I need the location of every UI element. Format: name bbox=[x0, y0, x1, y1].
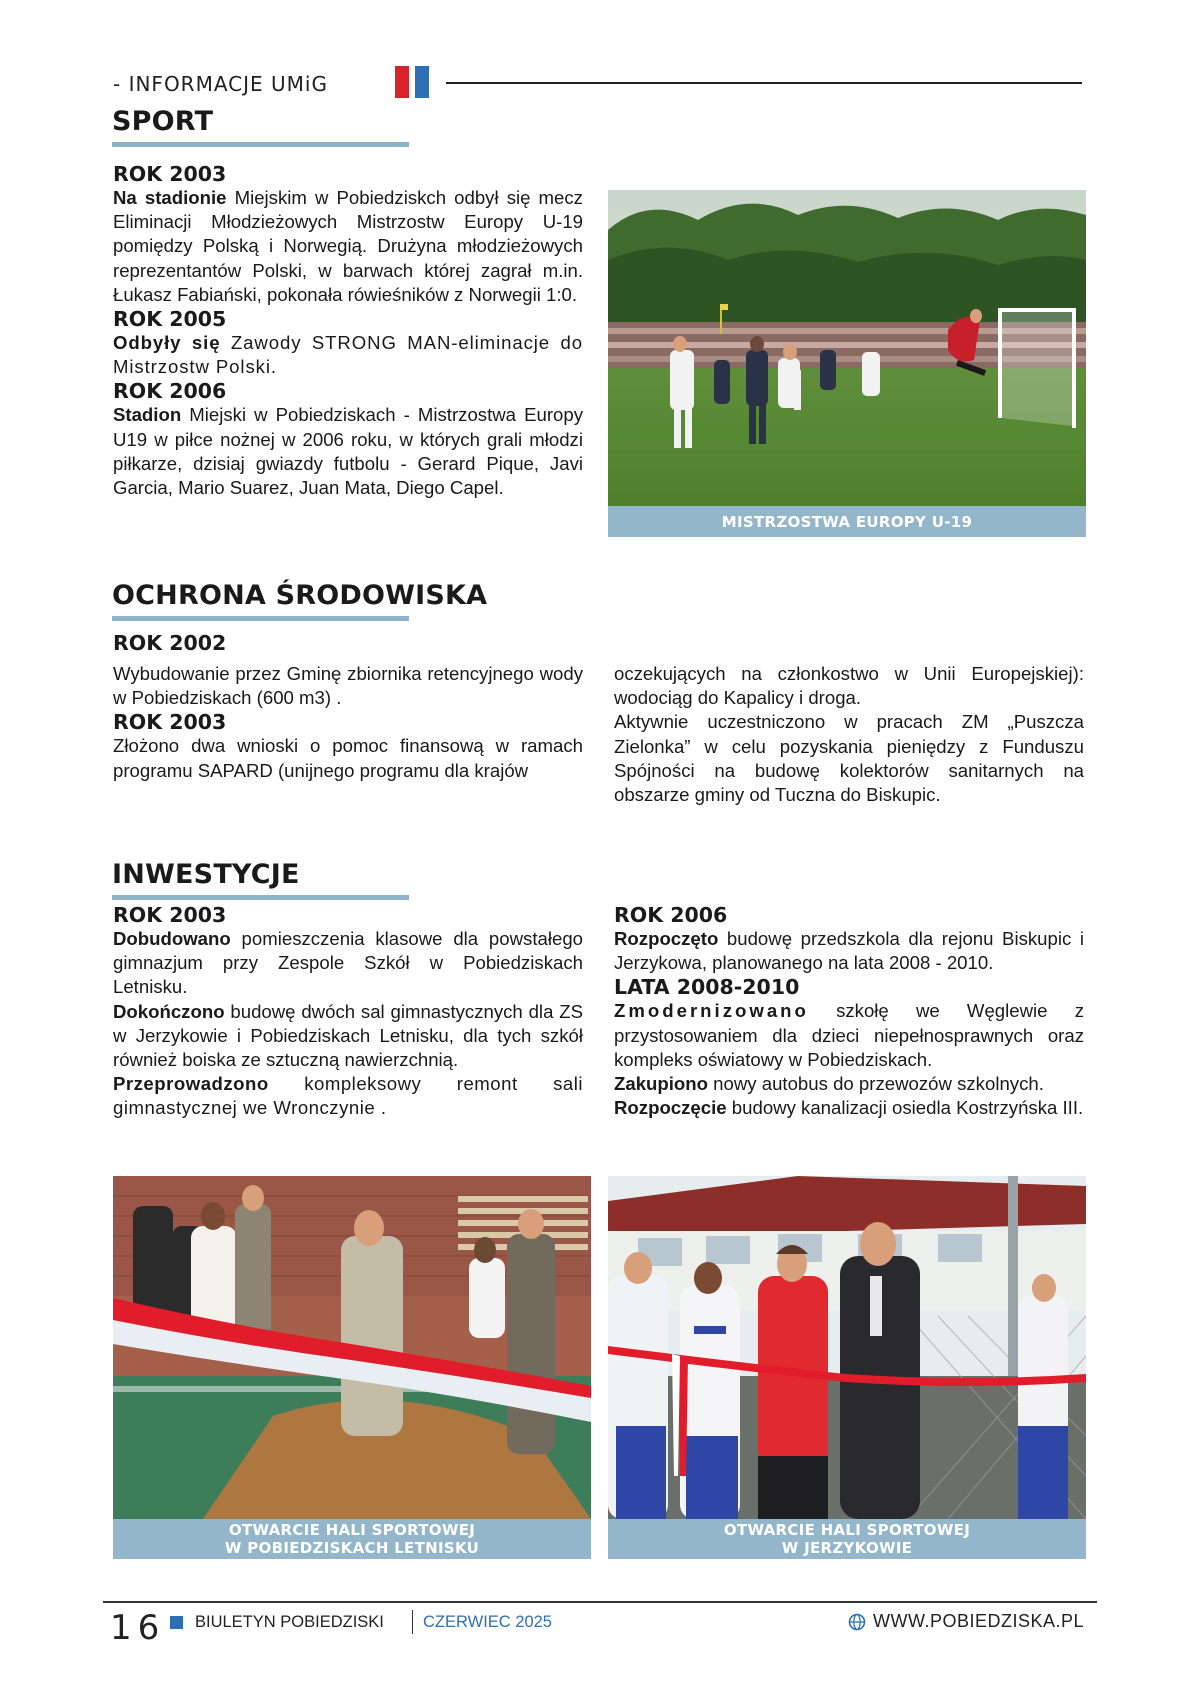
photo1-caption bbox=[113, 1519, 591, 1559]
inwestycje-year-2006: ROK 2006 bbox=[614, 903, 728, 927]
inwestycje-col2 bbox=[614, 903, 1084, 1120]
inwestycje-title-underline bbox=[112, 895, 409, 900]
ochrona-2003-paragraph: Złożono dwa wnioski o pomoc finansową w ramach programu SAPARD (unijnego programu dla krajów bbox=[113, 735, 583, 781]
inwestycje-title: INWESTYCJE bbox=[112, 859, 300, 890]
sport-title: SPORT bbox=[112, 106, 214, 137]
ochrona-year-2002: ROK 2002 bbox=[113, 631, 227, 655]
sport-photo-caption: MISTRZOSTWA EUROPY U-19 bbox=[608, 506, 1086, 537]
football-match-photo bbox=[608, 190, 1086, 506]
ochrona-year-2003: ROK 2003 bbox=[113, 710, 227, 735]
photo2-caption-line2: W JERZYKOWIE bbox=[781, 1539, 913, 1557]
inwestycje-2008-paragraph-2: Zakupiono nowy autobus do przewozów szkolnych. bbox=[614, 1073, 1044, 1095]
sport-2006-paragraph: Stadion Miejski w Pobiedziskach - Mistrzostwa Europy U19 w piłce nożnej w 2006 roku, w których grali młodzi piłkarze, dzisiaj gwiazdy futbolu - Gerard Pique, Javi Garcia, Mario Suarez, Juan Mata, Diego Capel. bbox=[113, 404, 583, 499]
sport-2003-paragraph: Na stadionie Miejskim w Pobiedziskch odbył się mecz Eliminacji Młodzieżowych Mistrzostw Europy U-19 pomiędzy Polską i Norwegią. Drużyna młodzieżowych reprezentantów Polski, w barwach której zagrał m.in. Łukasz Fabiański, pokonała rówieśników z Norwegii 1:0. bbox=[113, 187, 583, 305]
photo2-caption-line1: OTWARCIE HALI SPORTOWEJ bbox=[723, 1521, 971, 1539]
section-label: - INFORMACJE UMiG bbox=[113, 72, 328, 96]
inwestycje-year-2003: ROK 2003 bbox=[113, 903, 227, 927]
sport-year-2003: ROK 2003 bbox=[113, 162, 227, 186]
ochrona-2002-paragraph: Wybudowanie przez Gminę zbiornika retencyjnego wody w Pobiedziskach (600 m3) . bbox=[113, 663, 583, 709]
footer-separator bbox=[412, 1610, 413, 1634]
photo2-caption bbox=[608, 1519, 1086, 1559]
sport-year-2006: ROK 2006 bbox=[113, 379, 227, 404]
footer-rule bbox=[103, 1601, 1097, 1603]
ochrona-title: OCHRONA ŚRODOWISKA bbox=[112, 580, 488, 611]
inwestycje-2006-paragraph: Rozpoczęto budowę przedszkola dla rejonu Biskupic i Jerzykowa, planowanego na lata 2008 - 2010. bbox=[614, 928, 1084, 974]
inwestycje-2008-paragraph-1: Zmodernizowano szkołę we Węglewie z przystosowaniem dla dzieci niepełnosprawnych oraz kompleks oświatowy w Pobiedziskach. bbox=[614, 1000, 1084, 1070]
sport-title-underline bbox=[112, 142, 409, 147]
inwestycje-years-2008-2010: LATA 2008-2010 bbox=[614, 975, 800, 1000]
photo1-caption-line2: W POBIEDZISKACH LETNISKU bbox=[224, 1539, 480, 1557]
sport-2005-paragraph: Odbyły się Zawody STRONG MAN-eliminacje do Mistrzostw Polski. bbox=[113, 332, 583, 378]
footer-issue-date: CZERWIEC 2025 bbox=[423, 1613, 552, 1631]
footer-website-link[interactable]: WWW.POBIEDZISKA.PL bbox=[873, 1611, 1085, 1631]
inwestycje-2003-paragraph-3: Przeprowadzono kompleksowy remont sali gimnastycznej we Wronczynie . bbox=[113, 1073, 583, 1119]
footer-square-icon bbox=[170, 1616, 183, 1629]
photo1-caption-line1: OTWARCIE HALI SPORTOWEJ bbox=[228, 1521, 476, 1539]
sport-year-2005: ROK 2005 bbox=[113, 307, 227, 332]
header-rule bbox=[446, 82, 1082, 84]
inwestycje-2008-paragraph-3: Rozpoczęcie budowy kanalizacji osiedla Kostrzyńska III. bbox=[614, 1097, 1084, 1119]
page-number: 16 bbox=[110, 1608, 166, 1648]
ochrona-title-underline bbox=[112, 616, 409, 621]
footer-publication-title: BIULETYN POBIEDZISKI bbox=[195, 1613, 384, 1631]
ochrona-col1 bbox=[113, 662, 583, 783]
gym-opening-jerzykowo-photo bbox=[608, 1176, 1086, 1519]
flag-red-stripe bbox=[395, 66, 409, 98]
inwestycje-2003-paragraph-2: Dokończono budowę dwóch sal gimnastycznych dla ZS w Jerzykowie i Pobiedziskach Letnisku, dla tych szkół również boiska ze sztuczną nawierzchnią. bbox=[113, 1000, 583, 1071]
globe-icon bbox=[848, 1613, 866, 1631]
ochrona-col2 bbox=[614, 662, 1084, 807]
ochrona-col2-paragraph-1: oczekujących na członkostwo w Unii Europejskiej): wodociąg do Kapalicy i droga. bbox=[614, 663, 1084, 709]
ochrona-col2-paragraph-2: Aktywnie uczestniczono w pracach ZM „Puszcza Zielonka” w celu pozyskania pieniędzy z Funduszu Spójności na budowę kolektorów sanitarnych na obszarze gminy od Tuczna do Biskupic. bbox=[614, 711, 1084, 806]
inwestycje-col1 bbox=[113, 903, 583, 1121]
inwestycje-2003-paragraph-1: Dobudowano pomieszczenia klasowe dla powstałego gimnazjum przy Zespole Szkół w Pobiedziskach Letnisku. bbox=[113, 928, 583, 998]
gym-opening-letnisko-photo bbox=[113, 1176, 591, 1519]
sport-text-column bbox=[113, 162, 583, 500]
flag-blue-stripe bbox=[415, 66, 429, 98]
